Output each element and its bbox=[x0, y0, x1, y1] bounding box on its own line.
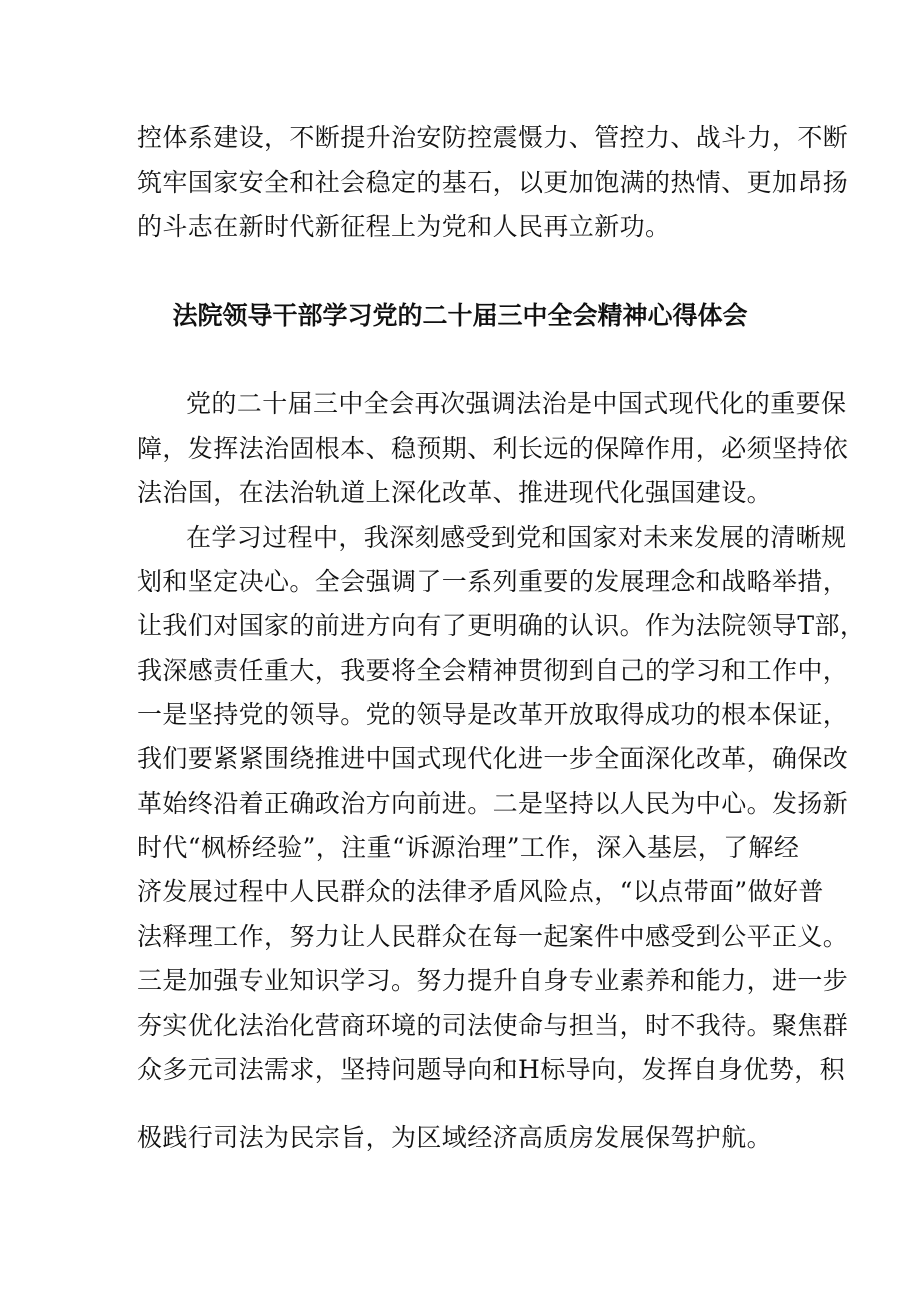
intro-line-1: 控体系建设，不断提升治安防控震慑力、管控力、战斗力，不断 bbox=[137, 123, 849, 152]
tail-line: 极践行司法为民宗旨，为区域经济高质房发展保驾护航。 bbox=[137, 1123, 773, 1152]
para2-line-4: 我深感责任重大，我要将全会精神贯彻到自己的学习和工作中， bbox=[137, 656, 849, 685]
para2-line-10: 法释理工作，努力让人民群众在每一起案件中感受到公平正义。 bbox=[137, 922, 849, 951]
para2-line-11: 三是加强专业知识学习。努力提升自身专业素养和能力，进一步 bbox=[137, 966, 849, 995]
para2-line-12: 夯实优化法治化营商环境的司法使命与担当，时不我待。聚焦群 bbox=[137, 1011, 849, 1040]
para2-line-8: 时代“枫桥经验”，注重“诉源治理”工作，深入基层，了解经 bbox=[137, 833, 800, 862]
para2-line-6: 我们要紧紧围绕推进中国式现代化进一步全面深化改革，确保改 bbox=[137, 744, 849, 773]
para2-line-2: 划和坚定决心。全会强调了一系列重要的发展理念和战略举措， bbox=[137, 567, 849, 596]
para1-line-3: 法治国，在法治轨道上深化改革、推进现代化强国建设。 bbox=[137, 478, 773, 507]
para1-line-2: 障，发挥法治固根本、稳预期、利长远的保障作用，必须坚持依 bbox=[137, 434, 849, 463]
para2-line-3: 让我们对国家的前进方向有了更明确的认识。作为法院领导T部， bbox=[137, 611, 866, 640]
document-title: 法院领导干部学习党的二十届三中全会精神心得体会 bbox=[172, 301, 748, 330]
para2-line-9: 济发展过程中人民群众的法律矛盾风险点，“以点带面”做好普 bbox=[137, 877, 824, 906]
para1-line-1: 党的二十届三中全会再次强调法治是中国式现代化的重要保 bbox=[186, 389, 847, 418]
intro-line-3: 的斗志在新时代新征程上为党和人民再立新功。 bbox=[137, 212, 671, 241]
para2-line-7: 革始终沿着正确政治方向前进。二是坚持以人民为中心。发扬新 bbox=[137, 789, 849, 818]
para2-line-13: 众多元司法需求，坚持问题导向和H标导向，发挥自身优势，积 bbox=[137, 1055, 846, 1084]
para2-line-1: 在学习过程中，我深刻感受到党和国家对未来发展的清晰规 bbox=[186, 523, 847, 552]
para2-line-5: 一是坚持党的领导。党的领导是改革开放取得成功的根本保证， bbox=[137, 700, 849, 729]
intro-line-2: 筑牢国家安全和社会稳定的基石，以更加饱满的热情、更加昂扬 bbox=[137, 168, 849, 197]
